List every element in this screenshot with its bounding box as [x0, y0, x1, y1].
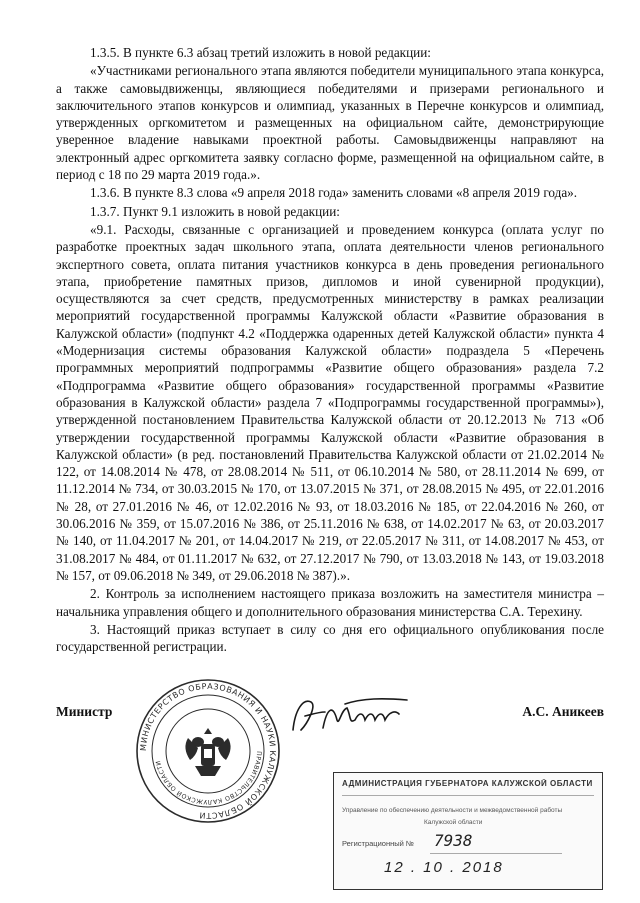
- stamp-subtitle: Управление по обеспечению деятельности и межведомственной работы: [342, 807, 563, 814]
- minister-label: Министр: [56, 704, 113, 719]
- paragraph-1-3-5: 1.3.5. В пункте 6.3 абзац третий изложить в новой редакции:: [90, 45, 431, 60]
- paragraph-1-3-6: 1.3.6. В пункте 8.3 слова «9 апреля 2018 года» заменить словами «8 апреля 2019 года».: [90, 185, 578, 201]
- order-body: [56, 44, 604, 656]
- minister-name: А.С. Аникеев: [522, 704, 604, 719]
- handwritten-signature: [285, 690, 415, 740]
- paragraph-quote-participants: «Участниками регионального этапа являются победители муниципального этапа конкурса, а также самовыдвиженцы, являющиеся победителями и призерами регионального и заключительного этапов конкурсов и олимпиад, указанных в Перечне конкурсов и олимпиад, утвержденных оргкомитетом и размещенных на официальном сайте, демонстрирующие уверенное владение навыками проектной работы. Самовыдвиженцы направляют на электронный адрес оргкомитета заявку согласно форме, размещенной на официальном сайте, в период с 18 по 29 марта 2019 года.».: [56, 63, 604, 183]
- stamp-registration-number: 7938: [434, 831, 473, 850]
- stamp-divider: [342, 795, 594, 796]
- paragraph-1-3-7: 1.3.7. Пункт 9.1 изложить в новой редакции:: [90, 203, 340, 219]
- stamp-date: 12 . 10 . 2018: [384, 859, 504, 876]
- paragraph-2-control: 2. Контроль за исполнением настоящего приказа возложить на заместителя министра – начальника управления общего и дополнительного образования министерства С.А. Терехину.: [56, 586, 604, 619]
- official-seal: [133, 676, 283, 826]
- paragraph-3-effect: 3. Настоящий приказ вступает в силу со дня его официального опубликования после государственной регистрации.: [56, 621, 604, 655]
- stamp-registration-label: Регистрационный №: [342, 839, 414, 848]
- eagle-emblem-icon: [185, 728, 230, 776]
- seal-outer-text: МИНИСТЕРСТВО ОБРАЗОВАНИЯ И НАУКИ КАЛУЖСКОЙ ОБЛАСТИ: [138, 681, 278, 821]
- paragraph-quote-9-1: «9.1. Расходы, связанные с организацией и проведением конкурса (оплата услуг по разработке проектных задач школьного этапа, оплата деятельности членов регионального экспертного совета, оплата питания участников конкурса в день проведения регионального этапа, приобретение памятных призов, дипломов и иной сувенирной продукции), осуществляются за счет средств, предусмотренных министерству в рамках реализации мероприятий государственной программы Калужской области «Развитие образования в Калужской области» (подпункт 4.2 «Поддержка одаренных детей Калужской области» пункта 4 «Модернизация системы образования Калужской области» подраздела 5 «Перечень программных мероприятий подпрограммы «Развитие общего образования» раздела 7.2 «Подпрограмма «Развитие общего образования» государственной программы «Развитие образования в Калужской области» раздела 7 «Подпрограммы государственной программы»), утвержденной постановлением Правительства Калужской области от 20.12.2013 № 713 «Об утверждении государственной программы Калужской области «Развитие образования в Калужской области» (в ред. постановлений Правительства Калужской области от 21.02.2014 № 122, от 14.08.2014 № 478, от 28.08.2014 № 511, от 06.10.2014 № 580, от 28.11.2014 № 699, от 11.12.2014 № 734, от 30.03.2015 № 170, от 13.07.2015 № 371, от 28.08.2015 № 495, от 22.01.2016 № 28, от 27.01.2016 № 46, от 12.02.2016 № 93, от 18.03.2016 № 185, от 22.04.2016 № 260, от 30.06.2016 № 359, от 15.07.2016 № 386, от 25.11.2016 № 638, от 14.02.2017 № 63, от 20.03.2017 № 140, от 11.04.2017 № 201, от 14.04.2017 № 219, от 22.05.2017 № 311, от 14.08.2017 № 453, от 31.08.2017 № 484, от 01.11.2017 № 632, от 27.12.2017 № 790, от 13.03.2018 № 143, от 19.03.2018 № 157, от 09.06.2018 № 349, от 29.06.2018 № 387).».: [56, 221, 604, 583]
- stamp-title: АДМИНИСТРАЦИЯ ГУБЕРНАТОРА КАЛУЖСКОЙ ОБЛАСТИ: [342, 779, 593, 788]
- stamp-number-underline: [430, 853, 562, 854]
- registration-stamp: [333, 772, 603, 890]
- stamp-subtitle-region: Калужской области: [424, 819, 483, 826]
- seal-inner-text: ПРАВИТЕЛЬСТВО КАЛУЖСКОЙ ОБЛАСТИ: [154, 750, 263, 806]
